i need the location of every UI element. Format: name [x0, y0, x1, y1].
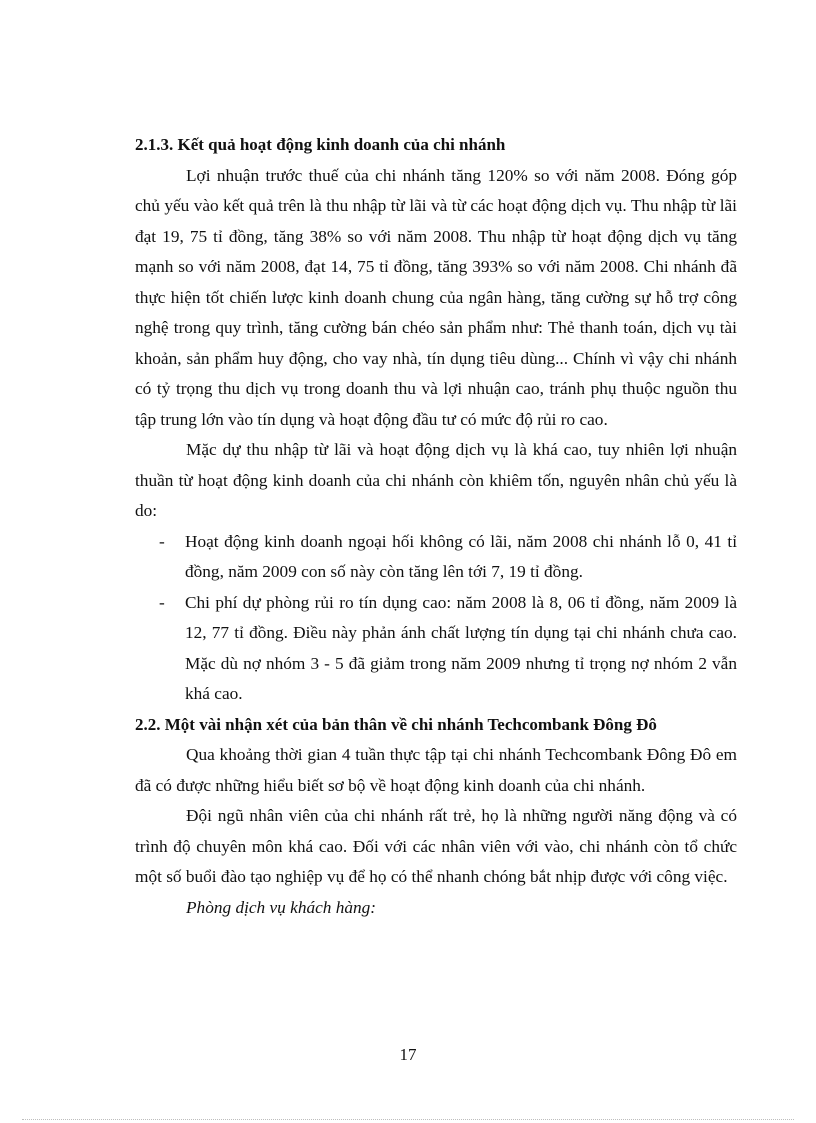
subheading-customer-service: Phòng dịch vụ khách hàng:	[186, 897, 377, 917]
causes-list	[135, 527, 737, 710]
bullet-dash: -	[159, 531, 165, 551]
bullet-dash: -	[159, 592, 165, 612]
paragraph-internship-overview: Qua khoảng thời gian 4 tuần thực tập tại chi nhánh Techcombank Đông Đô em đã có được những hiểu biết sơ bộ về hoạt động kinh doanh của chi nhánh.	[135, 745, 737, 795]
list-item	[135, 527, 737, 588]
page-number: 17	[399, 1045, 417, 1064]
list-item-text: Chi phí dự phòng rủi ro tín dụng cao: năm 2008 là 8, 06 tỉ đồng, năm 2009 là 12, 77 tỉ đồng. Điều này phản ánh chất lượng tín dụng tại chi nhánh chưa cao. Mặc dù nợ nhóm 3 - 5 đã giảm trong năm 2009 nhưng tỉ trọng nợ nhóm 2 vẫn khá cao.	[185, 592, 737, 703]
paragraph-net-profit-causes: Mặc dự thu nhập từ lãi và hoạt động dịch vụ là khá cao, tuy nhiên lợi nhuận thuần từ hoạt động kinh doanh của chi nhánh còn khiêm tốn, nguyên nhân chủ yếu là do:	[135, 440, 737, 520]
paragraph-staff: Đội ngũ nhân viên của chi nhánh rất trẻ, họ là những người năng động và có trình độ chuyên môn khá cao. Đối với các nhân viên với vào, chi nhánh còn tổ chức một số buổi đào tạo nghiệp vụ để họ có thể nhanh chóng bắt nhịp được với công việc.	[135, 806, 737, 886]
page-content	[135, 130, 737, 923]
list-item	[135, 588, 737, 710]
list-item-text: Hoạt động kinh doanh ngoại hối không có lãi, năm 2008 chi nhánh lỗ 0, 41 tỉ đồng, năm 2009 con số này còn tăng lên tới 7, 19 tỉ đồng.	[185, 531, 737, 581]
paragraph-profit-results: Lợi nhuận trước thuế của chi nhánh tăng 120% so với năm 2008. Đóng góp chủ yếu vào kết quả trên là thu nhập từ lãi và từ các hoạt động dịch vụ. Thu nhập từ lãi đạt 19, 75 tỉ đồng, tăng 38% so với năm 2008. Thu nhập từ hoạt động dịch vụ tăng mạnh so với năm 2008, đạt 14, 75 tỉ đồng, tăng 393% so với năm 2008. Chi nhánh đã thực hiện tốt chiến lược kinh doanh chung của ngân hàng, tăng cường sự hỗ trợ công nghệ trong quy trình, tăng cường bán chéo sản phẩm như: Thẻ thanh toán, dịch vụ tài khoản, sản phẩm huy động, cho vay nhà, tín dụng tiêu dùng... Chính vì vậy chi nhánh có tỷ trọng thu dịch vụ trong doanh thu và lợi nhuận cao, tránh phụ thuộc nguồn thu tập trung lớn vào tín dụng và hoạt động đầu tư có mức độ rủi ro cao.	[135, 165, 737, 429]
section-heading-2-1-3: 2.1.3. Kết quả hoạt động kinh doanh của chi nhánh	[135, 135, 506, 154]
section-heading-2-2: 2.2. Một vài nhận xét của bản thân về chi nhánh Techcombank Đông Đô	[135, 714, 657, 734]
footer-divider	[22, 1119, 794, 1120]
